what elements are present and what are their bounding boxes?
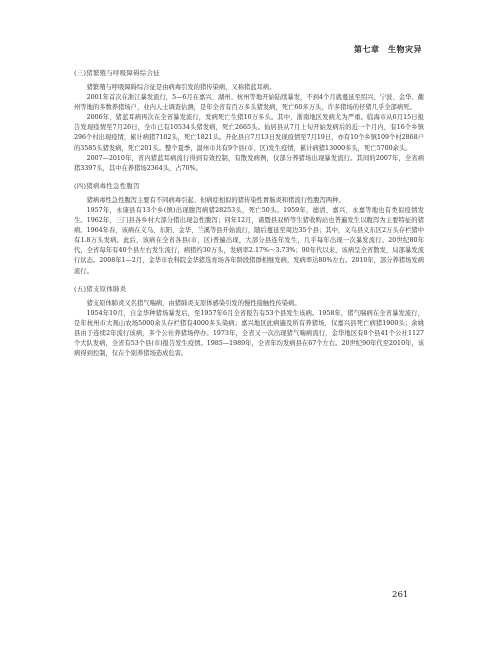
paragraph: 2001年首次在浙江暴发流行，5—6月在嘉兴、湖州、杭州等地开始陆续暴发，不到4个月就蔓延至绍兴、宁波、金华、衢州等地的多数养猪场户，业内人士调查估测，是年全省有百万多头猪发病，死亡60多万头，许多猪场的仔猪几乎全部病死。 (74, 94, 424, 112)
section-heading: (四)猪病毒性急性腹泻 (74, 181, 140, 190)
paragraph: 猪支原体肺炎又名猪气喘病，由猪肺炎支原体感染引发的慢性接触性传染病。 (86, 299, 301, 307)
section-mycoplasma-pneumonia (74, 284, 424, 360)
paragraph: 2006年，猪蓝耳病再次在全省暴发流行，发病死亡生猪10万多头。其中，浙南地区发病尤为严重。临海市从6月15日报告发现疫情至7月26日，全市已有10534头猪发病，死亡2665头。仙居县从7月上旬开始发病后的近一个月内，有16个乡镇296个村出现疫情，累计病猪7102头，死亡1821头。开化县自7月13日发现疫情至7月19日，亦有10个乡镇109个村2868户的3585头猪发病，死亡201头。整个夏季，温州市共有9个县(市、区)发生疫情，累计病猪13000多头，死亡5700余头。 (74, 114, 424, 152)
paragraph: 2007—2010年，省内猪蓝耳病流行得到有效控制，有散发病例，仅部分养猪场出现暴发流行。其间的2007年，全省病猪3397头，其中在养猪场2364头，占70%。 (74, 154, 424, 172)
main-content (74, 68, 424, 359)
section-prrs (74, 68, 424, 174)
section-viral-diarrhea (74, 181, 424, 277)
section-heading: (三)猪繁殖与呼吸障碍综合征 (74, 69, 160, 77)
paragraph: 猪繁殖与呼吸障碍综合征是由病毒引发的猪传染病，又称猪蓝耳病。 (86, 84, 276, 91)
paragraph: 猪病毒性急性腹泻主要有不同病毒引起、但病症相似的猪传染性胃肠炎和猪流行性腹泻两种。 (86, 196, 345, 204)
running-head: 第七章 生物灾异 (354, 45, 422, 54)
paragraph: 1957年，永康县有13个乡(镇)出现腹泻病猪28253头，死亡50头。1959年，德清、嘉兴、永嘉等地也有类似疫情发生。1962年，三门县各乡村大部分猪出现急性腹泻；同年12月，诸暨县双桥等生猪收购站也普遍发生以腹泻为主要特征的猪病。1964年春，该病在义乌、东阳、金华、兰溪等县开始流行，随后蔓延至周边35个县；其中，义乌县义东区2万头存栏猪中有1.8万头发病。此后，该病在全省各县(市、区)普遍出现，大部分县连年发生，几乎每年出现一次暴发流行。20世纪80年代，全省每年有40个县左右发生流行，病猪约30万头，发病率2.17%～3.73%；90年代以来，该病呈全省散发，局部暴发流行状态。2008年1—2月，金华市农科院金华猪选育场各年龄段猪群相继发病，发病率达80%左右。2010年，部分养猪场发病流行。 (74, 206, 425, 275)
paragraph: 1954年10月，自金华种猪场暴发后，至1957年6月全省报告有53个县发生该病。1958年，猪气喘病在全省暴发流行，是年杭州市大观山农场5000余头存栏猪有4000多头染病；嘉兴地区此病遍及所有养猪场，仅嘉兴县死亡病猪1900头；余姚县由于连续2年流行该病，多个公社养猪场停办。1973年，全省又一次出现猪气喘病流行，金华地区有8个县41个公社1127个大队发病，全省有53个县(市)报告发生疫情。1985—1989年，全省年均发病县在67个左右。20世纪90年代至2010年，该病得到控制，仅在个别养猪场造成危害。 (74, 309, 424, 358)
section-heading: (五)猪支原体肺炎 (74, 284, 127, 293)
page-number: 261 (392, 590, 409, 600)
